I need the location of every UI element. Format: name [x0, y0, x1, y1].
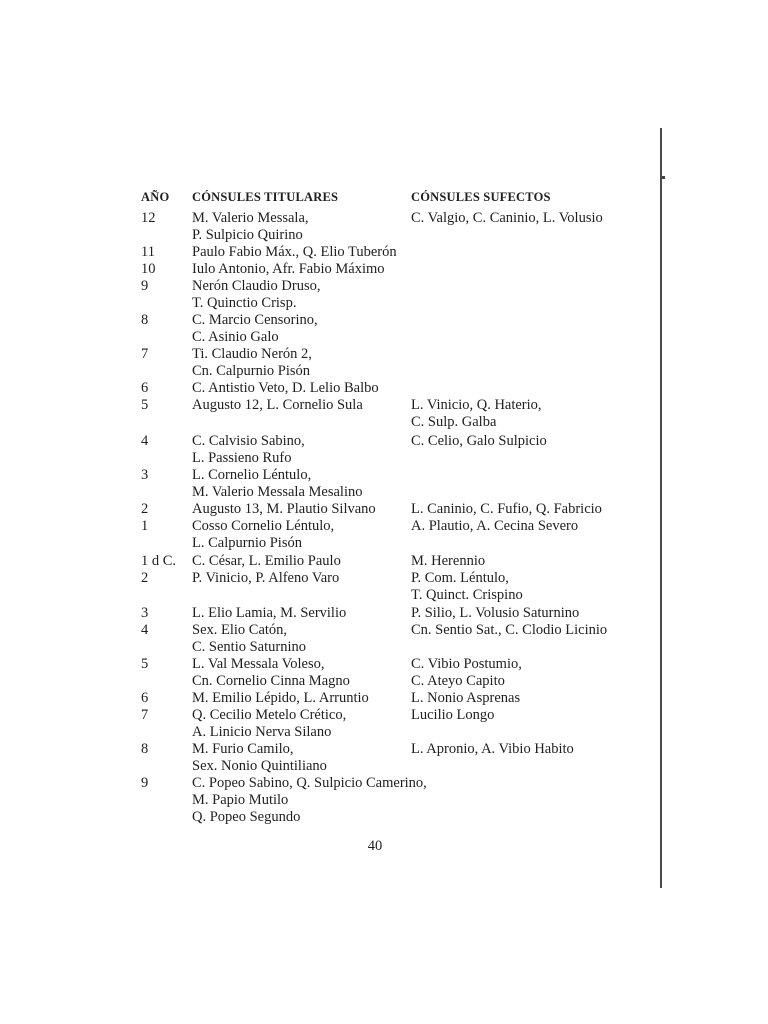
row-consules-titulares: [192, 346, 407, 380]
row-year: 9: [141, 278, 149, 294]
sufecto-line: T. Quinct. Crispino: [411, 587, 523, 603]
titular-line: M. Emilio Lépido, L. Arruntio: [192, 690, 369, 706]
titular-line: Sex. Elio Catón,: [192, 622, 288, 638]
titular-line: Augusto 13, M. Plautio Silvano: [192, 501, 376, 517]
titular-line: Cosso Cornelio Léntulo,: [192, 518, 335, 534]
row-consules-titulares: [192, 707, 407, 741]
sufecto-line: P. Silio, L. Volusio Saturnino: [411, 605, 580, 621]
row-consules-sufectos: [411, 501, 651, 518]
titular-line: L. Val Messala Voleso,: [192, 656, 325, 672]
row-consules-sufectos: [411, 690, 651, 707]
titular-line: L. Passieno Rufo: [192, 450, 292, 466]
titular-line: M. Valerio Messala Mesalino: [192, 484, 363, 500]
titular-line: C. Popeo Sabino, Q. Sulpicio Camerino,: [192, 775, 427, 791]
row-consules-titulares: [192, 656, 407, 690]
titular-line: Augusto 12, L. Cornelio Sula: [192, 397, 363, 413]
row-year: 3: [141, 467, 149, 483]
row-consules-titulares: [192, 433, 407, 467]
row-year: 11: [141, 244, 155, 260]
titular-line: L. Cornelio Léntulo,: [192, 467, 312, 483]
row-year: 4: [141, 433, 149, 449]
row-year: 8: [141, 312, 149, 328]
titular-line: Paulo Fabio Máx., Q. Elio Tuberón: [192, 244, 397, 260]
row-consules-sufectos: [411, 741, 651, 758]
row-consules-sufectos: [411, 622, 651, 639]
row-year: 3: [141, 605, 149, 621]
row-year: 2: [141, 570, 149, 586]
scan-mark: [662, 176, 665, 179]
titular-line: Sex. Nonio Quintiliano: [192, 758, 327, 774]
row-consules-titulares: [192, 605, 407, 622]
row-year: 1: [141, 518, 149, 534]
row-consules-sufectos: [411, 605, 651, 622]
sufecto-line: Cn. Sentio Sat., C. Clodio Licinio: [411, 622, 608, 638]
sufecto-line: C. Vibio Postumio,: [411, 656, 522, 672]
row-year: 7: [141, 707, 149, 723]
row-year: 7: [141, 346, 149, 362]
row-year: 6: [141, 380, 149, 396]
titular-line: A. Linicio Nerva Silano: [192, 724, 332, 740]
sufecto-line: L. Caninio, C. Fufio, Q. Fabricio: [411, 501, 602, 517]
titular-line: Iulo Antonio, Afr. Fabio Máximo: [192, 261, 385, 277]
row-consules-titulares: [192, 741, 407, 775]
titular-line: Cn. Cornelio Cinna Magno: [192, 673, 350, 689]
sufecto-line: M. Herennio: [411, 553, 486, 569]
row-consules-titulares: [192, 622, 407, 656]
titular-line: T. Quinctio Crisp.: [192, 295, 297, 311]
titular-line: M. Furio Camilo,: [192, 741, 294, 757]
row-consules-titulares: [192, 397, 407, 414]
sufecto-line: L. Nonio Asprenas: [411, 690, 521, 706]
row-consules-titulares: [192, 690, 407, 707]
sufecto-line: A. Plautio, A. Cecina Severo: [411, 518, 579, 534]
titular-line: P. Sulpicio Quirino: [192, 227, 303, 243]
row-year: 4: [141, 622, 149, 638]
sufecto-line: Lucilio Longo: [411, 707, 495, 723]
row-consules-titulares: [192, 775, 427, 826]
sufecto-line: P. Com. Léntulo,: [411, 570, 509, 586]
sufecto-line: C. Ateyo Capito: [411, 673, 505, 689]
row-year: 1 d C.: [141, 553, 177, 569]
titular-line: C. Sentio Saturnino: [192, 639, 306, 655]
row-year: 5: [141, 656, 149, 672]
titular-line: C. Antistio Veto, D. Lelio Balbo: [192, 380, 379, 396]
titular-line: Q. Popeo Segundo: [192, 809, 301, 825]
row-consules-titulares: [192, 312, 407, 346]
row-consules-sufectos: [411, 656, 651, 690]
row-consules-sufectos: [411, 707, 651, 724]
row-consules-titulares: [192, 210, 407, 244]
sufecto-line: C. Sulp. Galba: [411, 414, 497, 430]
sufecto-line: C. Valgio, C. Caninio, L. Volusio: [411, 210, 603, 226]
row-consules-titulares: [192, 553, 407, 570]
row-year: 12: [141, 210, 156, 226]
titular-line: M. Papio Mutilo: [192, 792, 289, 808]
row-consules-sufectos: [411, 553, 651, 570]
row-consules-sufectos: [411, 433, 651, 450]
sufecto-line: L. Vinicio, Q. Haterio,: [411, 397, 542, 413]
titular-line: L. Calpurnio Pisón: [192, 535, 302, 551]
row-consules-titulares: [192, 261, 407, 278]
titular-line: M. Valerio Messala,: [192, 210, 309, 226]
titular-line: C. Calvisio Sabino,: [192, 433, 305, 449]
row-year: 5: [141, 397, 149, 413]
row-consules-sufectos: [411, 570, 651, 604]
row-year: 9: [141, 775, 149, 791]
header-consules-titulares: CÓNSULES TITULARES: [192, 190, 339, 204]
titular-line: Ti. Claudio Nerón 2,: [192, 346, 312, 362]
row-year: 10: [141, 261, 156, 277]
row-consules-sufectos: [411, 518, 651, 535]
row-consules-titulares: [192, 518, 407, 552]
titular-line: C. César, L. Emilio Paulo: [192, 553, 341, 569]
row-year: 2: [141, 501, 149, 517]
row-consules-sufectos: [411, 397, 651, 431]
titular-line: Cn. Calpurnio Pisón: [192, 363, 311, 379]
row-consules-sufectos: [411, 210, 651, 227]
titular-line: Nerón Claudio Druso,: [192, 278, 321, 294]
header-year: AÑO: [141, 190, 170, 204]
row-consules-titulares: [192, 501, 407, 518]
titular-line: C. Marcio Censorino,: [192, 312, 318, 328]
row-consules-titulares: [192, 467, 407, 501]
sufecto-line: L. Apronio, A. Vibio Habito: [411, 741, 574, 757]
titular-line: C. Asinio Galo: [192, 329, 279, 345]
scan-edge-line: [660, 128, 662, 888]
row-year: 6: [141, 690, 149, 706]
titular-line: L. Elio Lamia, M. Servilio: [192, 605, 347, 621]
row-consules-titulares: [192, 244, 407, 261]
titular-line: P. Vinicio, P. Alfeno Varo: [192, 570, 340, 586]
page-number: 40: [367, 838, 383, 854]
row-consules-titulares: [192, 570, 407, 587]
titular-line: Q. Cecilio Metelo Crético,: [192, 707, 347, 723]
row-consules-titulares: [192, 278, 407, 312]
row-consules-titulares: [192, 380, 407, 397]
sufecto-line: C. Celio, Galo Sulpicio: [411, 433, 547, 449]
row-year: 8: [141, 741, 149, 757]
header-consules-sufectos: CÓNSULES SUFECTOS: [411, 190, 551, 204]
